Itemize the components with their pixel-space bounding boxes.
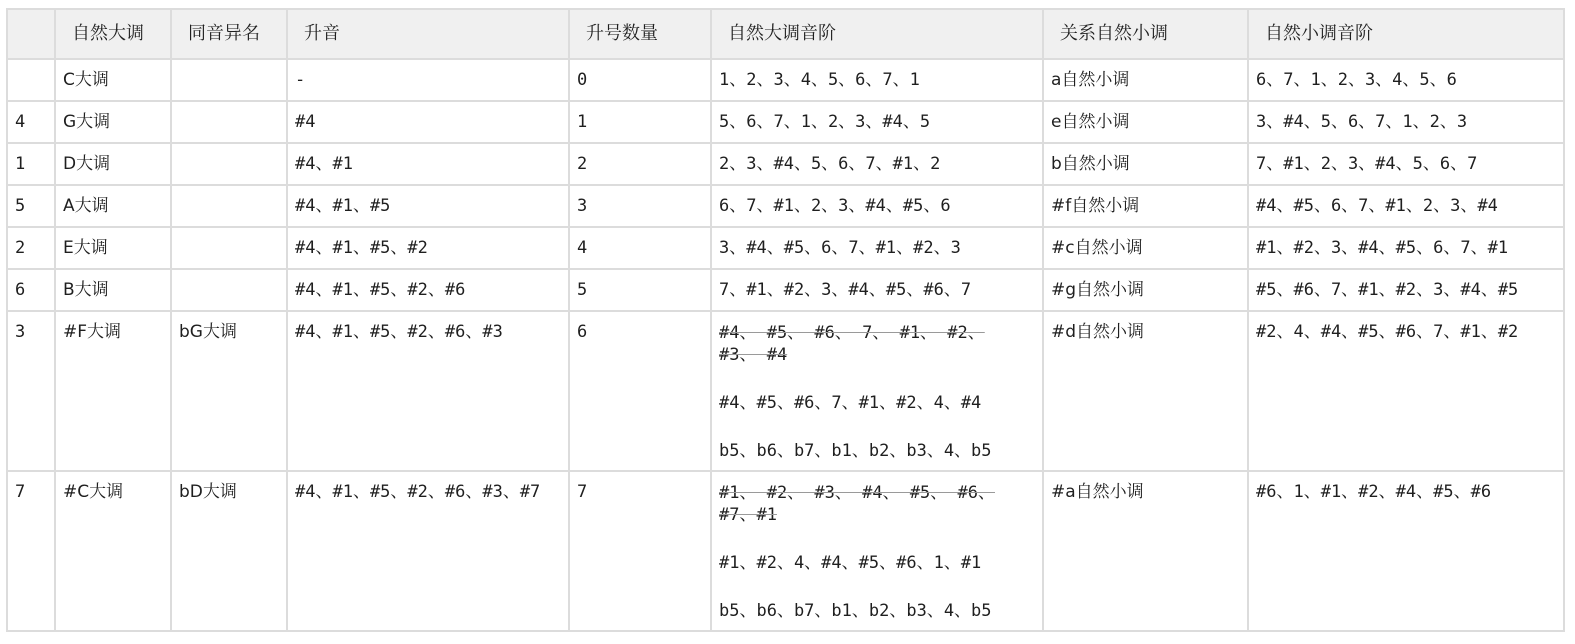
row-index: 2 xyxy=(7,227,55,269)
major-scale-line: #4、#5、#6、7、#1、#2、4、#4 xyxy=(719,393,982,413)
sharps: - xyxy=(287,59,569,101)
enharmonic-key xyxy=(171,269,287,311)
minor-scale: 6、7、1、2、3、4、5、6 xyxy=(1248,59,1564,101)
header-relative-minor: 关系自然小调 xyxy=(1043,9,1248,59)
key-signature-table-wrapper xyxy=(6,8,1565,632)
sharp-count: 7 xyxy=(569,471,711,631)
row-index: 6 xyxy=(7,269,55,311)
enharmonic-key xyxy=(171,227,287,269)
sharps: #4、#1、#5、#2、#6、#3、#7 xyxy=(287,471,569,631)
header-enharmonic: 同音异名 xyxy=(171,9,287,59)
header-sharps: 升音 xyxy=(287,9,569,59)
header-index xyxy=(7,9,55,59)
minor-scale: #6、1、#1、#2、#4、#5、#6 xyxy=(1248,471,1564,631)
enharmonic-key: bG大调 xyxy=(171,311,287,471)
enharmonic-key xyxy=(171,185,287,227)
major-scale-line: #1、#2、4、#4、#5、#6、1、#1 xyxy=(719,553,982,573)
relative-minor: #g自然小调 xyxy=(1043,269,1248,311)
major-scale: 1、2、3、4、5、6、7、1 xyxy=(711,59,1043,101)
table-row xyxy=(7,227,1564,269)
row-index xyxy=(7,59,55,101)
sharps: #4、#1、#5 xyxy=(287,185,569,227)
sharps: #4、#1 xyxy=(287,143,569,185)
table-row xyxy=(7,185,1564,227)
table-row xyxy=(7,59,1564,101)
major-scale: 5、6、7、1、2、3、#4、5 xyxy=(711,101,1043,143)
major-scale xyxy=(711,311,1043,471)
sharps: #4、#1、#5、#2、#6 xyxy=(287,269,569,311)
header-sharp-count: 升号数量 xyxy=(569,9,711,59)
minor-scale: #5、#6、7、#1、#2、3、#4、#5 xyxy=(1248,269,1564,311)
minor-scale: 3、#4、5、6、7、1、2、3 xyxy=(1248,101,1564,143)
enharmonic-key: bD大调 xyxy=(171,471,287,631)
sharp-count: 1 xyxy=(569,101,711,143)
major-key: E大调 xyxy=(55,227,171,269)
relative-minor: #c自然小调 xyxy=(1043,227,1248,269)
table-row xyxy=(7,269,1564,311)
major-scale-line: b5、b6、b7、b1、b2、b3、4、b5 xyxy=(719,441,992,461)
major-scale-line: b5、b6、b7、b1、b2、b3、4、b5 xyxy=(719,601,992,621)
sharp-count: 2 xyxy=(569,143,711,185)
enharmonic-key xyxy=(171,59,287,101)
major-scale-struck: #1、 #2、 #3、 #4、 #5、 #6、 #7、#1 xyxy=(719,483,995,525)
sharp-count: 3 xyxy=(569,185,711,227)
table-row xyxy=(7,101,1564,143)
major-key: #F大调 xyxy=(55,311,171,471)
major-scale-struck: #4、 #5、 #6、 7、 #1、 #2、 #3、 #4 xyxy=(719,323,985,365)
relative-minor: #f自然小调 xyxy=(1043,185,1248,227)
major-scale: 6、7、#1、2、3、#4、#5、6 xyxy=(711,185,1043,227)
table-row xyxy=(7,311,1564,471)
major-key: A大调 xyxy=(55,185,171,227)
relative-minor: #d自然小调 xyxy=(1043,311,1248,471)
relative-minor: b自然小调 xyxy=(1043,143,1248,185)
major-scale xyxy=(711,471,1043,631)
sharp-count: 6 xyxy=(569,311,711,471)
sharp-count: 5 xyxy=(569,269,711,311)
table-row xyxy=(7,471,1564,631)
relative-minor: a自然小调 xyxy=(1043,59,1248,101)
header-major-scale: 自然大调音阶 xyxy=(711,9,1043,59)
major-scale: 2、3、#4、5、6、7、#1、2 xyxy=(711,143,1043,185)
header-major-key: 自然大调 xyxy=(55,9,171,59)
row-index: 5 xyxy=(7,185,55,227)
major-key: B大调 xyxy=(55,269,171,311)
major-scale: 7、#1、#2、3、#4、#5、#6、7 xyxy=(711,269,1043,311)
sharps: #4 xyxy=(287,101,569,143)
major-scale: 3、#4、#5、6、7、#1、#2、3 xyxy=(711,227,1043,269)
header-minor-scale: 自然小调音阶 xyxy=(1248,9,1564,59)
major-key: D大调 xyxy=(55,143,171,185)
enharmonic-key xyxy=(171,143,287,185)
relative-minor: #a自然小调 xyxy=(1043,471,1248,631)
relative-minor: e自然小调 xyxy=(1043,101,1248,143)
major-key: C大调 xyxy=(55,59,171,101)
major-key: #C大调 xyxy=(55,471,171,631)
minor-scale: #1、#2、3、#4、#5、6、7、#1 xyxy=(1248,227,1564,269)
sharp-count: 0 xyxy=(569,59,711,101)
minor-scale: #2、4、#4、#5、#6、7、#1、#2 xyxy=(1248,311,1564,471)
row-index: 3 xyxy=(7,311,55,471)
table-row xyxy=(7,143,1564,185)
minor-scale: 7、#1、2、3、#4、5、6、7 xyxy=(1248,143,1564,185)
sharps: #4、#1、#5、#2 xyxy=(287,227,569,269)
row-index: 4 xyxy=(7,101,55,143)
sharp-count: 4 xyxy=(569,227,711,269)
major-key: G大调 xyxy=(55,101,171,143)
row-index: 1 xyxy=(7,143,55,185)
key-signature-table xyxy=(6,8,1565,632)
sharps: #4、#1、#5、#2、#6、#3 xyxy=(287,311,569,471)
table-header-row xyxy=(7,9,1564,59)
enharmonic-key xyxy=(171,101,287,143)
minor-scale: #4、#5、6、7、#1、2、3、#4 xyxy=(1248,185,1564,227)
row-index: 7 xyxy=(7,471,55,631)
